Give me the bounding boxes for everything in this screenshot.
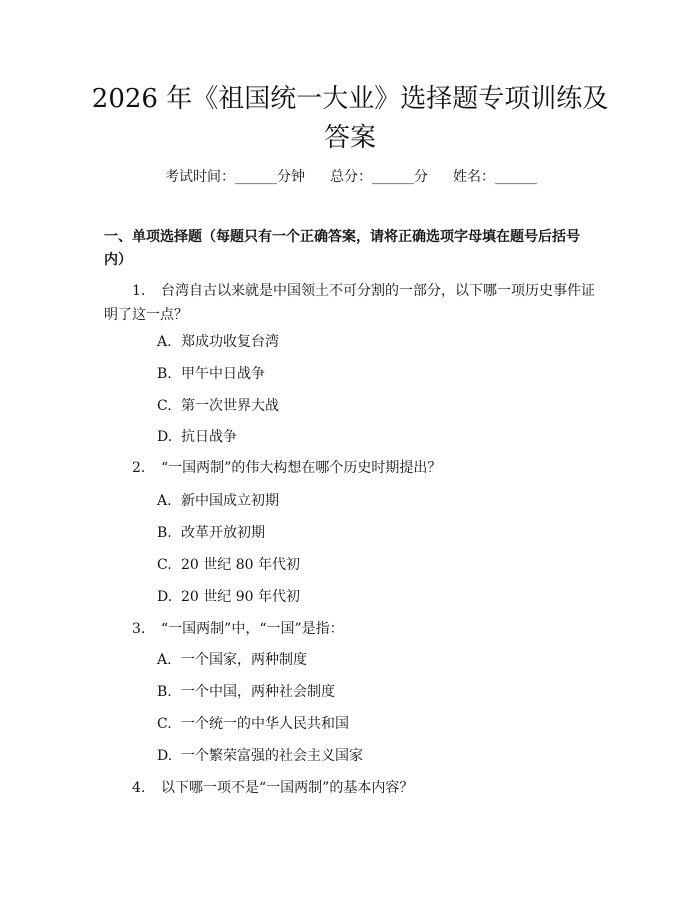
option-text: 改革开放初期 [181, 525, 265, 541]
option-2d [157, 586, 300, 608]
option-letter: D. [157, 429, 173, 445]
option-letter: C. [157, 716, 172, 732]
question-number: 2. [132, 460, 146, 476]
option-letter: A. [157, 652, 172, 668]
question-text: “一国两制”的伟大构想在哪个历史时期提出？ [161, 460, 442, 476]
question-text: “一国两制”中，“一国”是指： [161, 621, 344, 637]
option-text: 20 世纪 80 年代初 [181, 557, 300, 573]
question-2 [104, 456, 598, 480]
option-1c [157, 395, 279, 417]
option-1b [157, 363, 265, 385]
title-line-1: 2026 年《祖国统一大业》选择题专项训练及 [91, 84, 609, 114]
exam-time-field: 考试时间：______分钟 [165, 169, 305, 185]
option-3a [157, 649, 307, 671]
question-4 [104, 776, 598, 800]
title-line-2: 答案 [323, 123, 376, 153]
option-letter: C. [157, 557, 172, 573]
name-field: 姓名：______ [453, 169, 537, 185]
option-2c [157, 554, 300, 576]
option-3b [157, 681, 335, 703]
document-title [90, 80, 610, 158]
option-1d [157, 426, 237, 448]
option-1a [157, 331, 279, 353]
option-text: 郑成功收复台湾 [181, 334, 279, 350]
option-letter: D. [157, 748, 173, 764]
option-letter: B. [157, 366, 172, 382]
question-3 [104, 617, 598, 641]
question-text: 台湾自古以来就是中国领土不可分割的一部分，以下哪一项历史事件证明了这一点？ [104, 283, 595, 323]
option-text: 第一次世界大战 [181, 398, 279, 414]
option-3c [157, 713, 349, 735]
option-text: 一个国家，两种制度 [181, 652, 307, 668]
option-text: 一个统一的中华人民共和国 [181, 716, 349, 732]
option-text: 一个中国，两种社会制度 [181, 684, 335, 700]
option-3d [157, 745, 363, 767]
option-2b [157, 522, 265, 544]
question-text: 以下哪一项不是“一国两制”的基本内容？ [161, 780, 414, 796]
question-1 [104, 279, 598, 327]
option-text: 甲午中日战争 [181, 366, 265, 382]
option-letter: A. [157, 493, 172, 509]
question-number: 4. [132, 780, 146, 796]
option-text: 一个繁荣富强的社会主义国家 [181, 748, 363, 764]
option-letter: D. [157, 589, 173, 605]
option-letter: B. [157, 525, 172, 541]
total-score-field: 总分：______分 [330, 169, 428, 185]
section-heading: 一、单项选择题（每题只有一个正确答案，请将正确选项字母填在题号后括号内） [104, 229, 580, 268]
option-text: 抗日战争 [181, 429, 237, 445]
option-text: 20 世纪 90 年代初 [181, 589, 300, 605]
question-number: 3. [132, 621, 146, 637]
option-letter: C. [157, 398, 172, 414]
option-letter: B. [157, 684, 172, 700]
option-letter: A. [157, 334, 172, 350]
option-2a [157, 490, 279, 512]
option-text: 新中国成立初期 [181, 493, 279, 509]
question-number: 1. [132, 283, 146, 299]
